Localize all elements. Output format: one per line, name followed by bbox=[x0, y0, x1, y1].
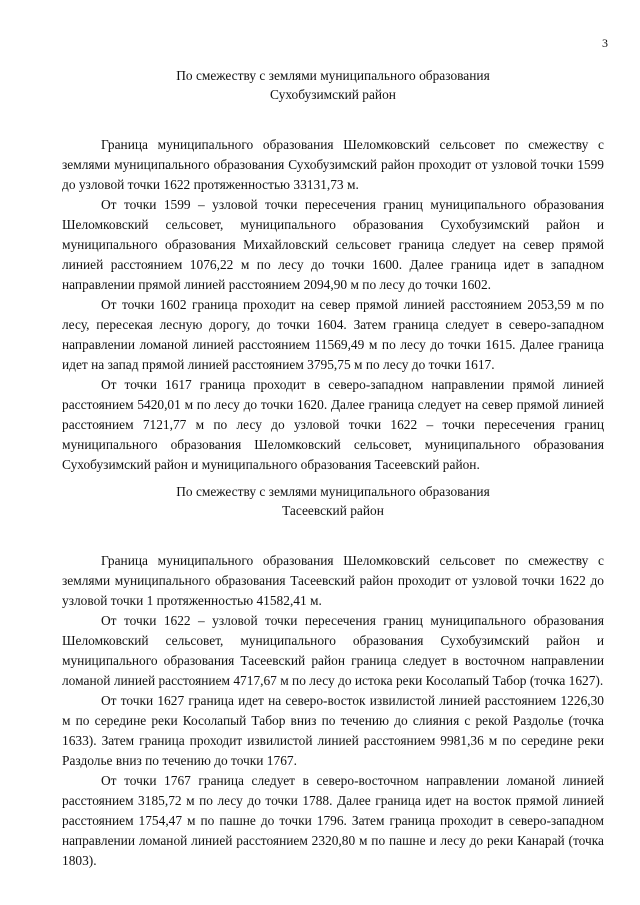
section-taseevsky bbox=[62, 482, 604, 871]
section-sukhobuzimsky bbox=[62, 66, 604, 475]
paragraph: От точки 1599 – узловой точки пересечения границ муниципального образования Шеломковский сельсовет, муниципального образования Сухобузимский район и муниципального образования Михайловский сельсовет граница следует на север прямой линией расстоянием 1076,22 м по лесу до точки 1600. Далее граница идет в западном направлении прямой линией расстоянием 2094,90 м по лесу до точки 1602. bbox=[62, 197, 604, 292]
paragraph: От точки 1627 граница идет на северо-восток извилистой линией расстоянием 1226,30 м по середине реки Косолапый Табор вниз по течению до слияния с рекой Раздолье (точка 1633). Затем граница проходит извилистой линией расстоянием 9981,36 м по середине реки Раздолье вниз по течению до точки 1767. bbox=[62, 693, 604, 768]
section-title-line: Тасеевский район bbox=[282, 503, 384, 518]
section-title bbox=[62, 66, 604, 104]
section-title-line: По смежеству с землями муниципального образования bbox=[176, 68, 490, 83]
paragraph: От точки 1617 граница проходит в северо-западном направлении прямой линией расстоянием 5420,01 м по лесу до точки 1620. Далее граница следует на север прямой линией расстоянием 7121,77 м по лесу до узловой точки 1622 – точки пересечения границ муниципального образования Шеломковский сельсовет, муниципального образования Сухобузимский район и муниципального образования Тасеевский район. bbox=[62, 377, 604, 472]
paragraph: От точки 1767 граница следует в северо-восточном направлении ломаной линией расстоянием 3185,72 м по лесу до точки 1788. Далее граница идет на восток прямой линией расстоянием 1754,47 м по пашне до точки 1796. Затем граница проходит в северо-западном направлении ломаной линией расстоянием 2320,80 м по пашне и лесу до реки Канарай (точка 1803). bbox=[62, 773, 604, 868]
section-title-line: По смежеству с землями муниципального образования bbox=[176, 484, 490, 499]
page-number: 3 bbox=[602, 36, 608, 50]
paragraph: От точки 1622 – узловой точки пересечения границ муниципального образования Шеломковский сельсовет, муниципального образования Сухобузимский район и муниципального образования Тасеевский район граница следует в восточном направлении ломаной линией расстоянием 4717,67 м по лесу до истока реки Косолапый Табор (точка 1627). bbox=[62, 613, 604, 688]
paragraph: Граница муниципального образования Шеломковский сельсовет по смежеству с землями муниципального образования Тасеевский район проходит от узловой точки 1622 до узловой точки 1 протяженностью 41582,41 м. bbox=[62, 553, 604, 608]
paragraph: От точки 1602 граница проходит на север прямой линией расстоянием 2053,59 м по лесу, пересекая лесную дорогу, до точки 1604. Затем граница следует в северо-западном направлении ломаной линией расстоянием 11569,49 м по лесу до точки 1615. Далее граница идет на запад прямой линией расстоянием 3795,75 м по лесу до точки 1617. bbox=[62, 297, 604, 372]
section-title bbox=[62, 482, 604, 520]
section-title-line: Сухобузимский район bbox=[270, 87, 396, 102]
paragraph: Граница муниципального образования Шеломковский сельсовет по смежеству с землями муниципального образования Сухобузимский район проходит от узловой точки 1599 до узловой точки 1622 протяженностью 33131,73 м. bbox=[62, 137, 604, 192]
